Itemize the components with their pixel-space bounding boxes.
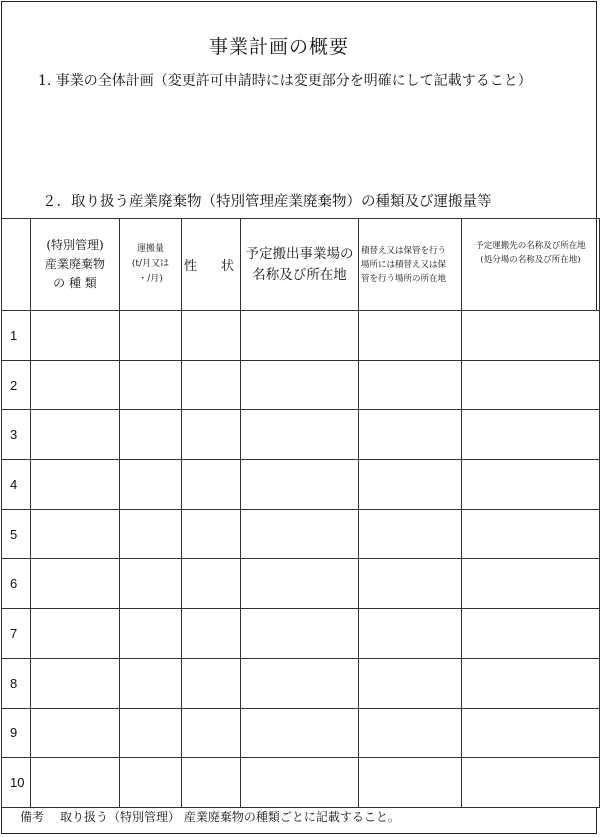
state-cell[interactable] [182, 658, 241, 708]
table-row [2, 658, 600, 708]
state-cell[interactable] [182, 708, 241, 758]
quantity-cell[interactable] [120, 758, 182, 808]
origin-cell[interactable] [241, 360, 359, 410]
table-row [2, 559, 600, 609]
header-text: 状 [221, 259, 235, 274]
waste-type-cell[interactable] [31, 360, 120, 410]
waste-type-cell[interactable] [31, 658, 120, 708]
header-text: ・/月) [138, 274, 163, 284]
header-text: の 種 類 [53, 276, 97, 290]
destination-cell[interactable] [462, 708, 600, 758]
header-origin-site [241, 219, 359, 311]
row-number: 7 [2, 609, 31, 659]
header-text: 予定搬出事業場の [245, 245, 354, 262]
quantity-cell[interactable] [120, 609, 182, 659]
origin-cell[interactable] [241, 311, 359, 361]
transfer-cell[interactable] [359, 410, 462, 460]
header-transport-quantity [120, 219, 182, 311]
state-cell[interactable] [182, 609, 241, 659]
state-cell[interactable] [182, 509, 241, 559]
quantity-cell[interactable] [120, 360, 182, 410]
waste-type-cell[interactable] [31, 311, 120, 361]
transfer-cell[interactable] [359, 360, 462, 410]
origin-cell[interactable] [241, 758, 359, 808]
quantity-cell[interactable] [120, 708, 182, 758]
header-text: 積替え又は保管を行う [361, 245, 447, 256]
origin-cell[interactable] [241, 708, 359, 758]
quantity-cell[interactable] [120, 460, 182, 510]
header-text: 名称及び所在地 [252, 266, 347, 283]
destination-cell[interactable] [462, 311, 600, 361]
header-text: (特別管理) [46, 238, 104, 252]
header-text: (t/月又は [131, 259, 170, 269]
destination-cell[interactable] [462, 460, 600, 510]
origin-cell[interactable] [241, 460, 359, 510]
table-row [2, 311, 600, 361]
header-text: 性 [184, 259, 198, 274]
waste-type-cell[interactable] [31, 708, 120, 758]
table-row [2, 758, 600, 808]
quantity-cell[interactable] [120, 410, 182, 460]
header-text: 予定運搬先の名称及び所在地 [475, 241, 586, 251]
origin-cell[interactable] [241, 410, 359, 460]
table-row [2, 509, 600, 559]
state-cell[interactable] [182, 758, 241, 808]
header-text: 産業廃棄物 [44, 257, 105, 271]
waste-type-cell[interactable] [31, 460, 120, 510]
header-transfer-storage-site [359, 219, 462, 311]
origin-cell[interactable] [241, 609, 359, 659]
transfer-cell[interactable] [359, 311, 462, 361]
destination-cell[interactable] [462, 360, 600, 410]
form-page [1, 1, 597, 834]
header-destination [462, 219, 600, 311]
header-number [2, 219, 31, 311]
waste-table [1, 218, 600, 808]
origin-cell[interactable] [241, 658, 359, 708]
section-1-heading: 1. 事業の全体計画（変更許可申請時には変更部分を明確にして記載すること） [38, 73, 532, 89]
state-cell[interactable] [182, 410, 241, 460]
state-cell[interactable] [182, 311, 241, 361]
transfer-cell[interactable] [359, 658, 462, 708]
table-row [2, 410, 600, 460]
header-waste-type [31, 219, 120, 311]
row-number: 8 [2, 658, 31, 708]
waste-type-cell[interactable] [31, 410, 120, 460]
header-text: 場所には積替え又は保 [361, 259, 447, 270]
state-cell[interactable] [182, 460, 241, 510]
origin-cell[interactable] [241, 509, 359, 559]
row-number: 9 [2, 708, 31, 758]
transfer-cell[interactable] [359, 609, 462, 659]
table-header-row [2, 219, 600, 311]
transfer-cell[interactable] [359, 708, 462, 758]
destination-cell[interactable] [462, 658, 600, 708]
transfer-cell[interactable] [359, 509, 462, 559]
origin-cell[interactable] [241, 559, 359, 609]
remarks-label: 備考 [20, 810, 45, 824]
quantity-cell[interactable] [120, 509, 182, 559]
table-row [2, 609, 600, 659]
state-cell[interactable] [182, 360, 241, 410]
remarks-note [20, 808, 400, 825]
row-number: 10 [2, 758, 31, 808]
transfer-cell[interactable] [359, 758, 462, 808]
waste-type-cell[interactable] [31, 559, 120, 609]
transfer-cell[interactable] [359, 460, 462, 510]
header-text: (処分場の名称及び所在地) [480, 255, 581, 265]
destination-cell[interactable] [462, 410, 600, 460]
header-state [182, 219, 241, 311]
table-row [2, 460, 600, 510]
header-text: 管を行う場所の所在地 [361, 273, 447, 284]
state-cell[interactable] [182, 559, 241, 609]
quantity-cell[interactable] [120, 311, 182, 361]
destination-cell[interactable] [462, 758, 600, 808]
waste-type-cell[interactable] [31, 609, 120, 659]
transfer-cell[interactable] [359, 559, 462, 609]
row-number: 5 [2, 509, 31, 559]
table-row [2, 708, 600, 758]
waste-type-cell[interactable] [31, 758, 120, 808]
page-title: 事業計画の概要 [208, 36, 349, 58]
destination-cell[interactable] [462, 559, 600, 609]
destination-cell[interactable] [462, 609, 600, 659]
waste-type-cell[interactable] [31, 509, 120, 559]
quantity-cell[interactable] [120, 559, 182, 609]
row-number: 6 [2, 559, 31, 609]
quantity-cell[interactable] [120, 658, 182, 708]
row-number: 2 [2, 360, 31, 410]
section-2-heading: ２．取り扱う産業廃棄物（特別管理産業廃棄物）の種類及び運搬量等 [42, 194, 492, 210]
header-text: 運搬量 [136, 244, 164, 254]
row-number: 3 [2, 410, 31, 460]
remarks-text: 取り扱う（特別管理） 産業廃棄物の種類ごとに記載すること。 [60, 810, 400, 824]
table-row [2, 360, 600, 410]
destination-cell[interactable] [462, 509, 600, 559]
row-number: 4 [2, 460, 31, 510]
row-number: 1 [2, 311, 31, 361]
